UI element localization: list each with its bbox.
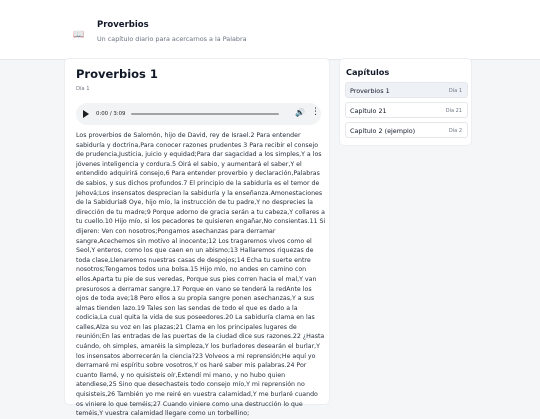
- chapter-item-label: Capítulo 2 (ejemplo): [350, 127, 416, 135]
- play-icon[interactable]: [83, 110, 89, 118]
- chapter-item-capitulo-21[interactable]: [345, 102, 468, 118]
- more-options-icon[interactable]: ⋮: [311, 107, 320, 117]
- book-icon: 📖: [73, 30, 85, 40]
- chapter-item-date: Día 1: [448, 88, 462, 94]
- chapter-text: Los proverbios de Salomón, hijo de David, rey de Israel.2 Para entender sabiduría y doctrina,Para conocer razones prudentes 3 Para recibir el consejo de prudencia,Justicia, juicio y equidad;Para dar sagacidad a los simples,Y a los jóvenes inteligencia y cordura.5 Oirá el sabio, y aumentará el saber,Y el entendido adquirirá consejo,6 Para entender proverbio y declaración,Palabras de sabios, y sus dichos profundos.7 El principio de la sabiduría es el temor de Jehová;Los insensatos desprecian la sabiduría y la enseñanza.Amonestaciones de la Sabiduría8 Oye, hijo mío, la instrucción de tu padre,Y no desprecies la dirección de tu madre;9 Porque adorno de gracia serán a tu cabeza,Y collares a tu cuello.10 Hijo mío, si los pecadores te quisieren engañar,No consientas.11 Si dijeren: Ven con nosotros;Pongamos asechanzas para derramar sangre,Acechemos sin motivo al inocente;12 Los tragaremos vivos como el Seol,Y enteros, como los que caen en un abismo;13 Hallaremos riquezas de toda clase,Llenaremos nuestras casas de despojos;14 Echa tu suerte entre nosotros;Tengamos todos una bolsa.15 Hijo mío, no andes en camino con ellos.Aparta tu pie de sus veredas, Porque sus pies corren hacia el mal,Y van presurosos a derramar sangre.17 Porque en vano se tenderá la redAnte los ojos de toda ave;18 Pero ellos a su propia sangre ponen asechanzas,Y a sus almas tienden lazo.19 Tales son las sendas de todo el que es dado a la codicia,La cual quita la vida de sus poseedores.20 La sabiduría clama en las calles,Alza su voz en las plazas;21 Clama en los principales lugares de reunión;En las entradas de las puertas de la ciudad dice sus razones.22 ¿Hasta cuándo, oh simples, amaréis la simpleza,Y los burladores desearán el burlar,Y los insensatos aborrecerán la ciencia?23 Volveos a mi reprensión;He aquí yo derramaré mi espíritu sobre vosotros,Y os haré saber mis palabras.24 Por cuanto llamé, y no quisisteis oír,Extendí mi mano, y no hubo quien atendiese,25 Sino que desechasteis todo consejo mío,Y mi reprensión no quisisteis,26 También yo me reiré en vuestra calamidad,Y me burlaré cuando os viniere lo que teméis;27 Cuando viniere como una destrucción lo que teméis,Y vuestra calamidad llegare como un torbellino;: [76, 132, 326, 418]
- audio-player[interactable]: [76, 103, 321, 125]
- chapters-sidebar: [339, 58, 472, 146]
- chapter-item-date: Día 2: [448, 128, 462, 134]
- chapter-item-label: Proverbios 1: [350, 87, 390, 95]
- site-subtitle: Un capítulo diario para acercarnos a la Palabra: [97, 35, 247, 43]
- site-title: Proverbios: [97, 20, 149, 30]
- chapter-item-date: Día 21: [445, 108, 462, 114]
- chapter-card: [64, 58, 330, 418]
- audio-seek-bar[interactable]: [131, 113, 279, 115]
- chapter-title: Proverbios 1: [76, 67, 158, 81]
- chapter-day: Día 1: [76, 86, 90, 92]
- sidebar-title: Capítulos: [346, 67, 390, 77]
- audio-time: 0:00 / 3:09: [96, 111, 126, 117]
- chapter-item-capitulo-2[interactable]: [345, 122, 468, 138]
- volume-icon[interactable]: 🔊: [295, 108, 305, 117]
- chapter-item-label: Capítulo 21: [350, 107, 387, 115]
- chapter-item-proverbios-1[interactable]: [345, 82, 468, 98]
- site-header: [0, 0, 540, 60]
